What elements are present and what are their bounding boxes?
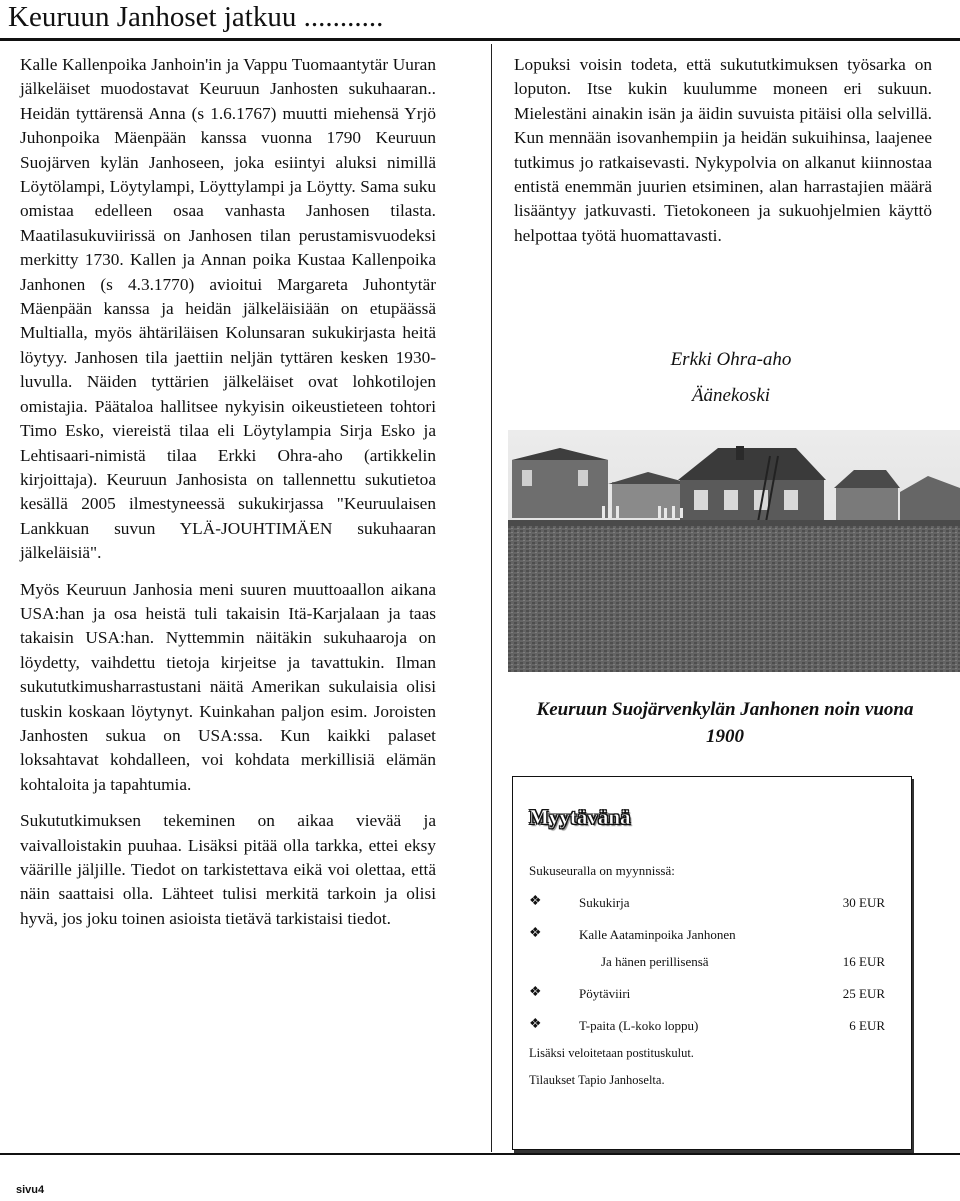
diamond-bullet-icon: ❖ <box>529 926 542 941</box>
sale-item <box>529 1018 899 1038</box>
title-rule <box>0 38 960 41</box>
sale-intro: Sukuseuralla on myynnissä: <box>529 863 675 878</box>
sale-item-price: 30 EUR <box>842 895 885 910</box>
column-divider <box>491 44 492 1152</box>
diamond-bullet-icon: ❖ <box>529 985 542 1000</box>
sale-item <box>529 927 899 947</box>
sale-heading: Myytävänä <box>529 805 631 829</box>
paragraph-usa: Myös Keuruun Janhosia meni suuren muuttoaallon aikana USA:han ja osa heistä tuli takaisin Itä-Karjalaan ja taas takaisin USA:han. Nyttemmin näitäkin sukuhaaroja on löydetty, vaihdettu tietoja kirjeitse ja tavattukin. Ilman sukututkimusharrastustani näitä Amerikan sukulaisia olisi tuskin koskaan löytynyt. Kuinkahan paljon esim. Joroisten Janhosten sukua on USA:ssa. Kun kaikki palaset loksahtavat kohdalleen, voi kohdata merkillisiä elämän kohtaloita ja tapahtumia. <box>20 579 436 794</box>
sale-item-name: Pöytäviiri <box>579 986 631 1001</box>
sale-box <box>512 776 912 1150</box>
sale-note-postage: Lisäksi veloitetaan postituskulut. <box>529 1046 694 1060</box>
sale-item-price: 25 EUR <box>842 986 885 1001</box>
paragraph-history: Kalle Kallenpoika Janhoin'in ja Vappu Tuomaantytär Uuran jälkeläiset muodostavat Keuruun Janhosten sukuhaaran.. Heidän tyttärensä Anna (s 1.6.1767) muutti miehensä Yrjö Juhonpoika Mäenpään kanssa vuonna 1790 Keuruun Suojärven kylän Janhoseen, joka esiintyi aluksi nimillä Löytölampi, Löytylampi, Löyttylampi ja Löytty. Sama suku omistaa edelleen osaa vanhasta Janhosen tilasta. Maatilasukuviirissä on Janhosen tilan perustamisvuodeksi merkitty 1730. Kallen ja Annan poika Kustaa Kallenpoika Janhonen (s 4.3.1770) avioitui Margareta Juhontytär Mäenpään kanssa ja heidän jälkeläisiään on etupäässä Multialla, myös ähtäriläisen Kolunsaran sukukirjasta heitä löytyy. Janhosen tila jaettiin neljän tyttären kesken 1930-luvulla. Näiden tyttärien jälkeläiset ovat lohkotilojen omistajia. Päätaloa hallitsee nykyisin oikeustieteen tohtori Timo Esko, viereistä tilaa eli Löytylampia Sirja Esko ja Lehtisaari-nimistä tilaa Erkki Ohra-aho (artikkelin kirjoittaja). Keuruun Janhosista on tallennettu sukutietoa kesällä 2005 ilmestyneessä sukukirjassa "Keuruulaisen Lankkuan suvun YLÄ-JOUHTIMÄEN sukuhaaran jälkeläisiä". <box>20 55 436 563</box>
right-column <box>514 53 932 248</box>
sale-item-name: Sukukirja <box>579 895 630 910</box>
sale-item-name: Kalle Aataminpoika Janhonen <box>579 927 736 942</box>
paragraph-research: Sukututkimuksen tekeminen on aikaa vievää ja vaivalloistakin puuhaa. Lisäksi pitää olla tarkka, ettei eksy väärille jäljille. Tiedot on tarkistettava eikä voi olettaa, että näin saattaisi olla. Lähteet tulisi merkitä tarkoin ja olisi hyvä, jos joku toinen asioista tietävä tarkistaisi tiedot. <box>20 811 436 928</box>
page-number: sivu4 <box>16 1184 45 1196</box>
author-place: Äänekoski <box>691 385 771 406</box>
sale-item <box>529 986 899 1006</box>
diamond-bullet-icon: ❖ <box>529 1017 542 1032</box>
diamond-bullet-icon: ❖ <box>529 894 542 909</box>
left-column <box>20 53 436 931</box>
sale-note-orders: Tilaukset Tapio Janhoselta. <box>529 1073 665 1087</box>
sale-item <box>529 895 899 915</box>
photo-caption: Keuruun Suojärvenkylän Janhonen noin vuona 1900 <box>536 699 914 747</box>
sale-item-name: Ja hänen perillisensä <box>601 954 709 969</box>
sale-item-price: 16 EUR <box>842 954 885 969</box>
paragraph-conclusion: Lopuksi voisin todeta, että sukututkimuksen työsarka on loputon. Itse kukin kuulumme moneen eri sukuun. Mielestäni ainakin isän ja äidin suvuista pitäisi olla selvillä. Kun mennään isovanhempiin ja heidän sukuihinsa, laajenee tutkimus jo ratkaisevasti. Nykypolvia on alkanut kiinnostaa entistä enemmän juurien etsiminen, alan harrastajien määrä lisääntyy jatkuvasti. Tietokoneen ja sukuohjelmien käyttö helpottaa työtä huomattavasti. <box>514 55 932 245</box>
bottom-rule <box>0 1153 960 1155</box>
sale-item <box>529 954 899 974</box>
sale-item-name: T-paita (L-koko loppu) <box>579 1018 699 1033</box>
author-signature <box>600 342 862 414</box>
author-name: Erkki Ohra-aho <box>670 349 792 370</box>
page-title: Keuruun Janhoset jatkuu ........... <box>8 1 384 33</box>
sale-item-price: 6 EUR <box>849 1018 885 1033</box>
farmhouse-photo <box>508 430 960 672</box>
